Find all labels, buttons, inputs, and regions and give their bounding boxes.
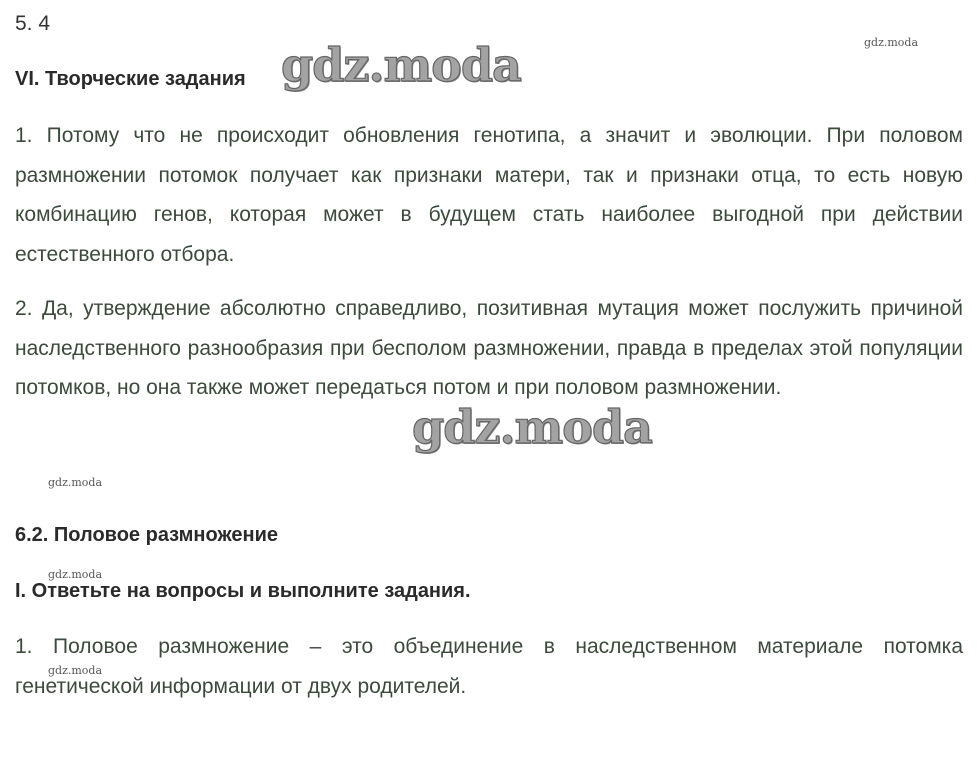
watermark-logo-middle: gdz.moda (412, 400, 652, 454)
watermark-small-left-3: gdz.moda (48, 664, 103, 677)
watermark-small-left-2: gdz.moda (48, 568, 103, 581)
watermark-logo-top: gdz.moda (281, 38, 521, 92)
sexual-answer-1: 1. Половое размножение – это объединение в наследственном материале потомка генетической информации от двух родителей. (15, 635, 963, 698)
top-number: 5. 4 (15, 12, 51, 35)
creative-tasks-heading: VI. Творческие задания (15, 68, 246, 90)
creative-answer-1: 1. Потому что не происходит обновления генотипа, а значит и эволюции. При половом размножении потомок получает как признаки матери, так и признаки отца, то есть новую комбинацию генов, которая может в будущем стать наиболее выгодной при действии естественного отбора. (15, 124, 963, 266)
sexual-reproduction-heading: 6.2. Половое размножение (15, 524, 278, 546)
watermark-small-top-right: gdz.moda (864, 36, 919, 49)
watermark-small-left-1: gdz.moda (48, 476, 103, 489)
questions-subheading: I. Ответьте на вопросы и выполните задания. (15, 580, 471, 602)
creative-answer-2: 2. Да, утверждение абсолютно справедливо, позитивная мутация может послужить причиной наследственного разнообразия при бесполом размножении, правда в пределах этой популяции потомков, но она также может передаться потом и при половом размножении. (15, 297, 963, 399)
